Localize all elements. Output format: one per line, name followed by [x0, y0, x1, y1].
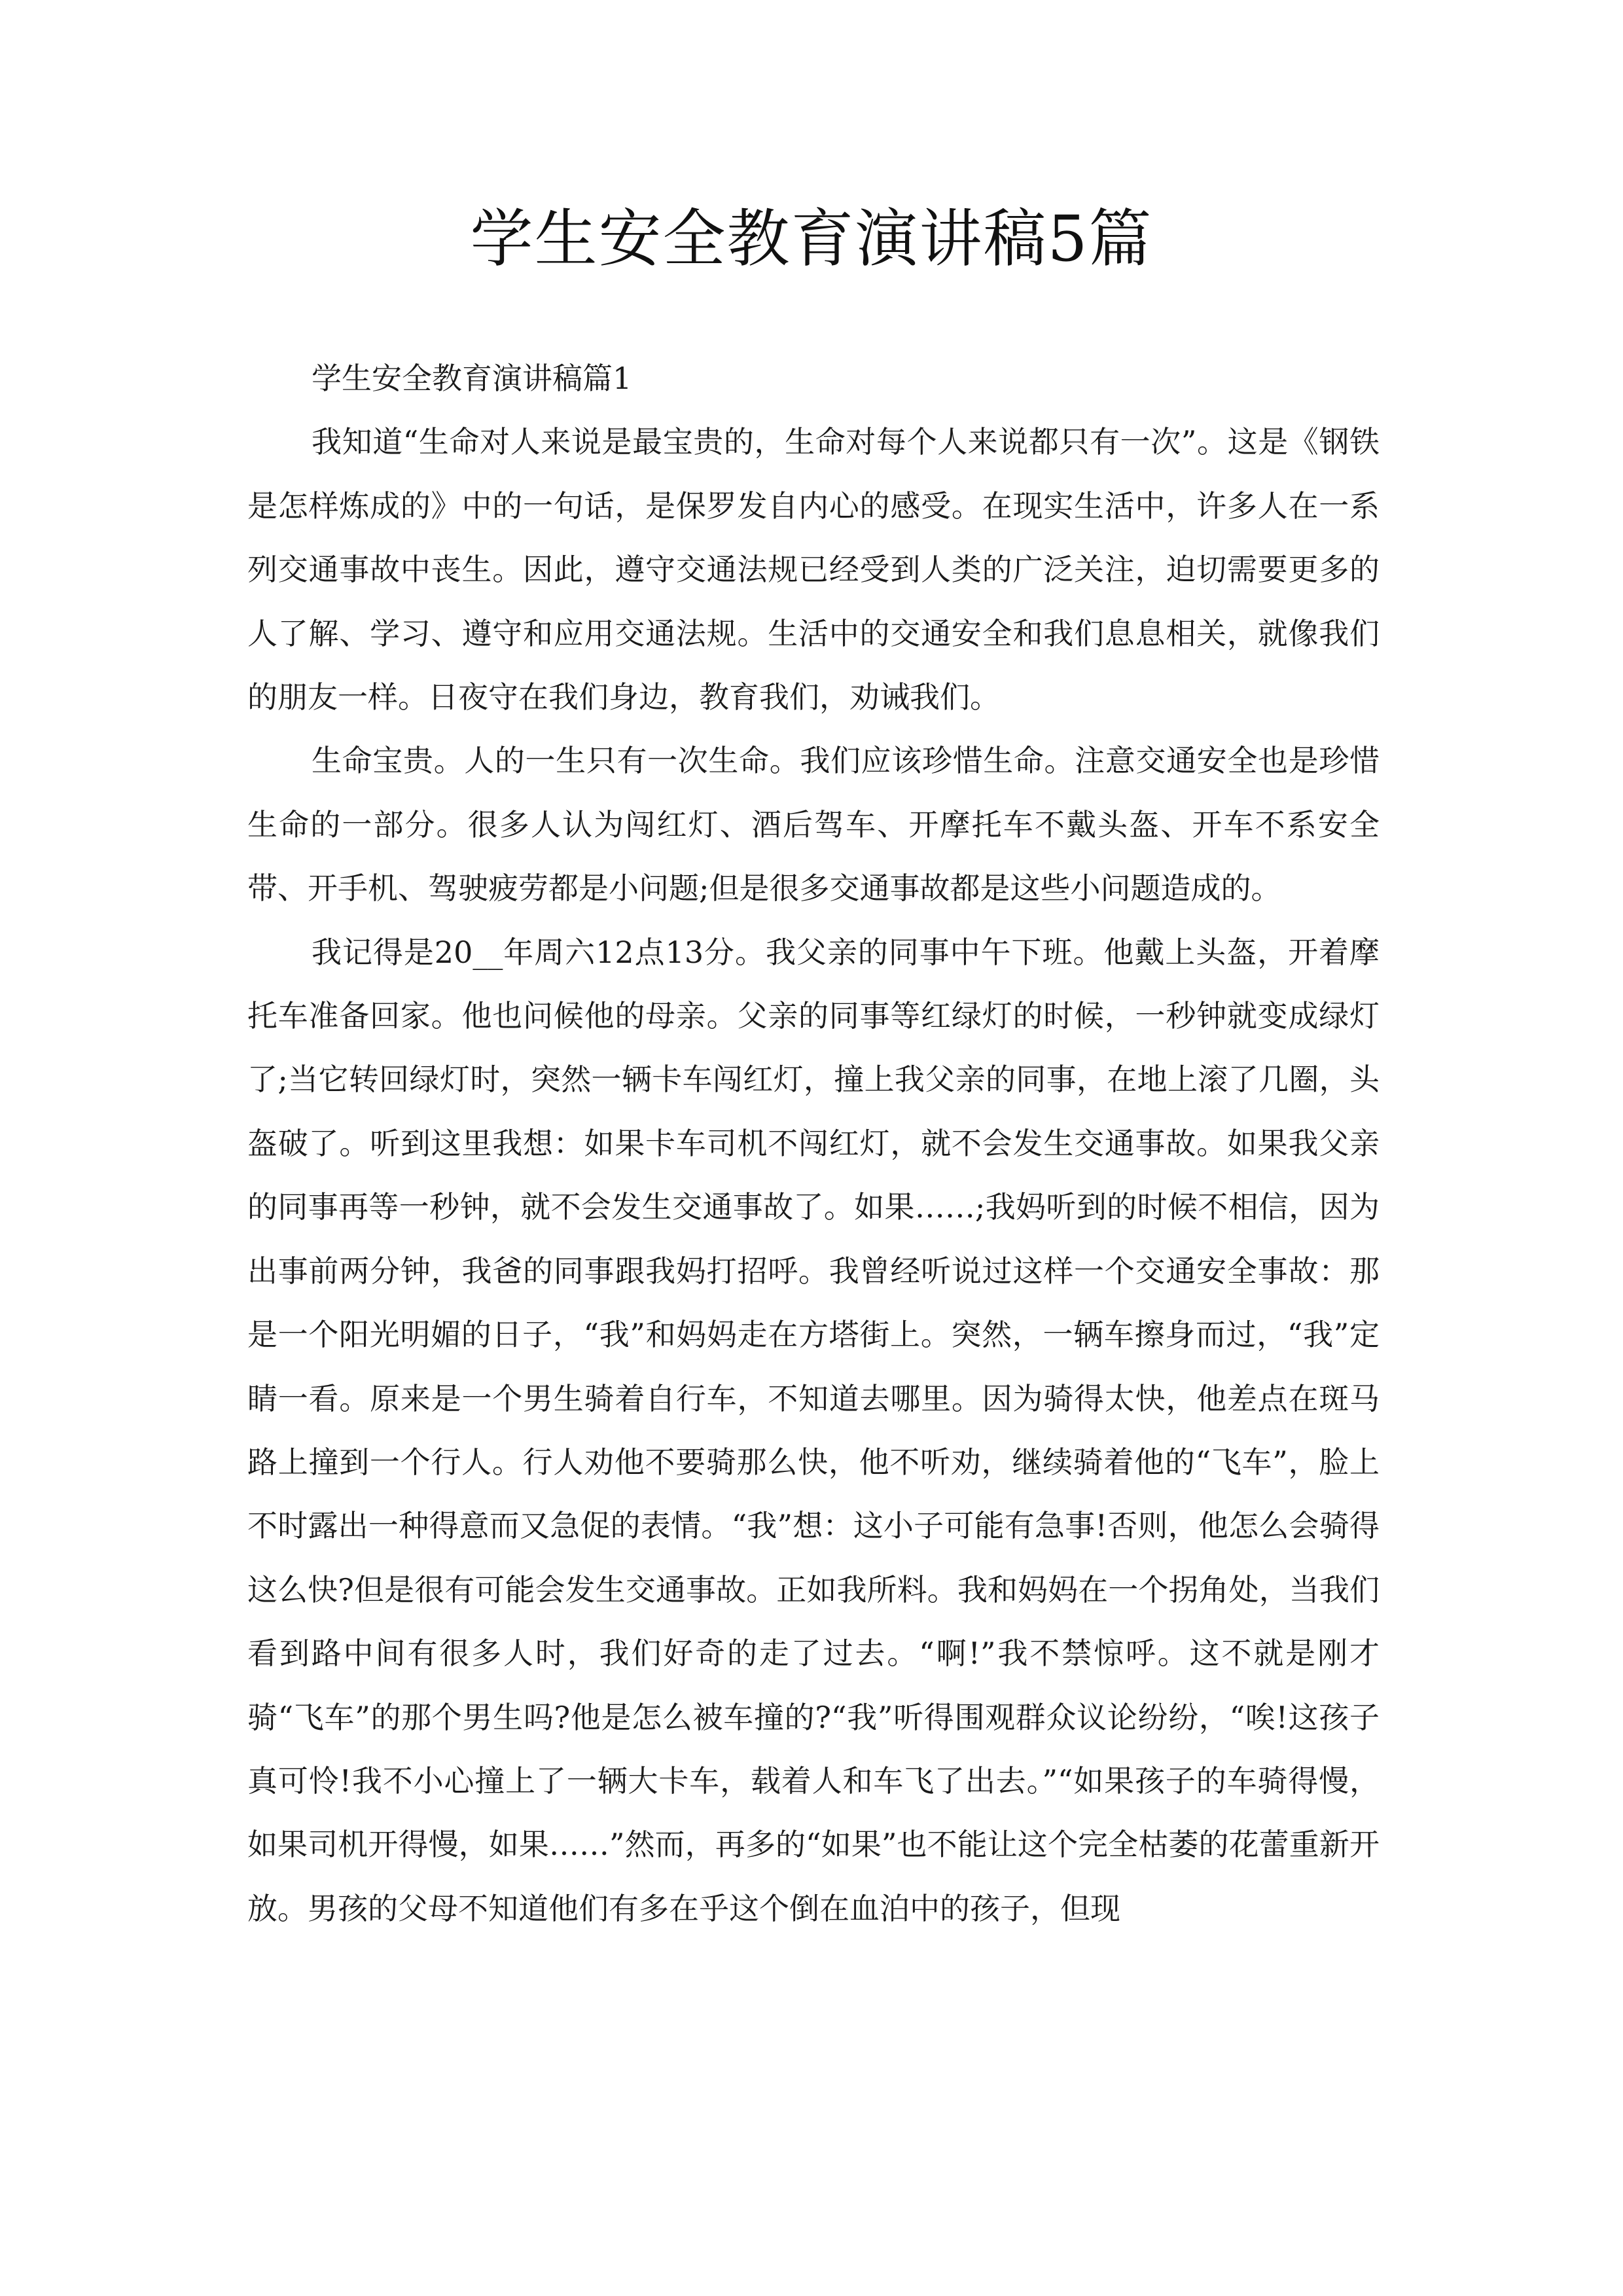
document-body — [247, 347, 1380, 1941]
paragraph-1: 我知道“生命对人来说是最宝贵的，生命对每个人来说都只有一次”。这是《钢铁是怎样炼成的》中的一句话，是保罗发自内心的感受。在现实生活中，许多人在一系列交通事故中丧生。因此，遵守交通法规已经受到人类的广泛关注，迫切需要更多的人了解、学习、遵守和应用交通法规。生活中的交通安全和我们息息相关，就像我们的朋友一样。日夜守在我们身边，教育我们，劝诫我们。 — [247, 424, 1380, 715]
section-heading: 学生安全教育演讲稿篇1 — [312, 361, 632, 396]
paragraph-2: 生命宝贵。人的一生只有一次生命。我们应该珍惜生命。注意交通安全也是珍惜生命的一部分。很多人认为闯红灯、酒后驾车、开摩托车不戴头盔、开车不系安全带、开手机、驾驶疲劳都是小问题;但是很多交通事故都是这些小问题造成的。 — [247, 743, 1380, 906]
document-title: 学生安全教育演讲稿5篇 — [470, 202, 1153, 276]
paragraph-3: 我记得是20__年周六12点13分。我父亲的同事中午下班。他戴上头盔，开着摩托车准备回家。他也问候他的母亲。父亲的同事等红绿灯的时候，一秒钟就变成绿灯了;当它转回绿灯时，突然一辆卡车闯红灯，撞上我父亲的同事，在地上滚了几圈，头盔破了。听到这里我想：如果卡车司机不闯红灯，就不会发生交通事故。如果我父亲的同事再等一秒钟，就不会发生交通事故了。如果……;我妈听到的时候不相信，因为出事前两分钟，我爸的同事跟我妈打招呼。我曾经听说过这样一个交通安全事故：那是一个阳光明媚的日子，“我”和妈妈走在方塔街上。突然，一辆车擦身而过，“我”定睛一看。原来是一个男生骑着自行车，不知道去哪里。因为骑得太快，他差点在斑马路上撞到一个行人。行人劝他不要骑那么快，他不听劝，继续骑着他的“飞车”，脸上不时露出一种得意而又急促的表情。“我”想：这小子可能有急事!否则，他怎么会骑得这么快?但是很有可能会发生交通事故。正如我所料。我和妈妈在一个拐角处，当我们看到路中间有很多人时，我们好奇的走了过去。“啊!”我不禁惊呼。这不就是刚才骑“飞车”的那个男生吗?他是怎么被车撞的?“我”听得围观群众议论纷纷，“唉!这孩子真可怜!我不小心撞上了一辆大卡车，载着人和车飞了出去。”“如果孩子的车骑得慢，如果司机开得慢，如果……”然而，再多的“如果”也不能让这个完全枯萎的花蕾重新开放。男孩的父母不知道他们有多在乎这个倒在血泊中的孩子，但现 — [247, 934, 1380, 1926]
